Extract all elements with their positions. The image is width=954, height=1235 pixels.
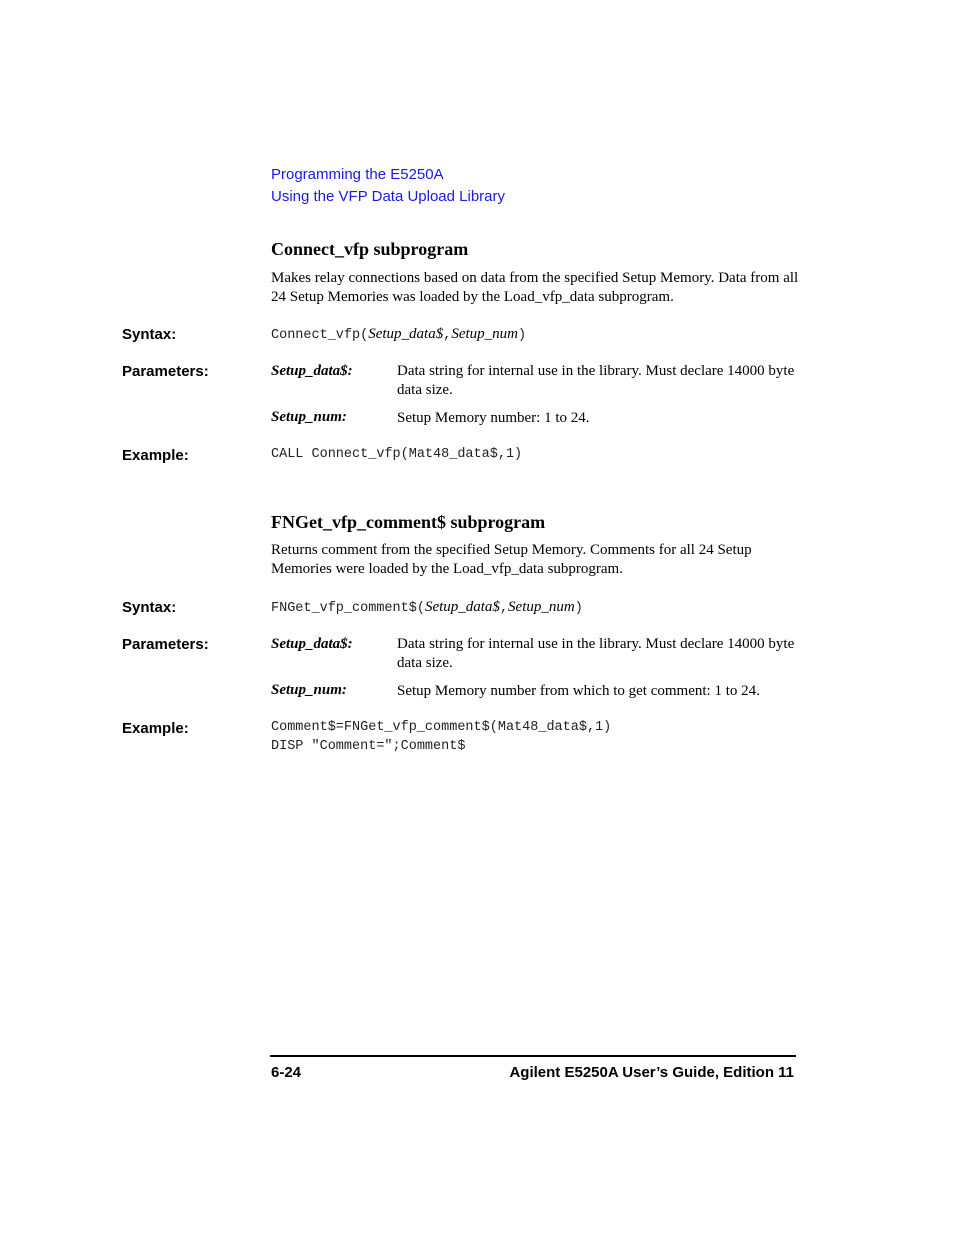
syntax-arg: Setup_num	[451, 326, 518, 342]
example-label: Example:	[122, 720, 189, 737]
syntax-line	[271, 599, 583, 616]
breadcrumb-chapter-link[interactable]: Programming the E5250A	[271, 166, 444, 183]
parameter-name: Setup_num:	[271, 409, 347, 425]
syntax-function: Connect_vfp(	[271, 328, 369, 343]
section-description: Makes relay connections based on data from the specified Setup Memory. Data from all 24 Setup Memories was loaded by the Load_vfp_data subprogram.	[271, 270, 799, 305]
example-code-line: DISP "Comment=";Comment$	[271, 739, 466, 754]
syntax-close: )	[518, 328, 527, 343]
page-number: 6-24	[271, 1064, 302, 1081]
example-code-line: Comment$=FNGet_vfp_comment$(Mat48_data$,1)	[271, 720, 612, 735]
section-description: Returns comment from the specified Setup Memory. Comments for all 24 Setup Memories were loaded by the Load_vfp_data subprogram.	[271, 542, 752, 577]
breadcrumb-section-link[interactable]: Using the VFP Data Upload Library	[271, 188, 506, 205]
parameter-description: Setup Memory number: 1 to 24.	[397, 410, 590, 426]
syntax-close: )	[574, 601, 583, 616]
parameters-label: Parameters:	[122, 363, 209, 380]
parameters-label: Parameters:	[122, 636, 209, 653]
syntax-separator: ,	[499, 601, 509, 616]
parameter-name: Setup_data$:	[271, 636, 353, 652]
parameter-description: Setup Memory number from which to get comment: 1 to 24.	[397, 683, 760, 699]
book-title: Agilent E5250A User’s Guide, Edition 11	[509, 1064, 794, 1081]
syntax-separator: ,	[443, 328, 452, 343]
example-label: Example:	[122, 447, 189, 464]
footer-rule	[270, 1055, 796, 1057]
syntax-label: Syntax:	[122, 599, 177, 616]
parameter-name: Setup_data$:	[271, 363, 353, 379]
parameter-description: Data string for internal use in the library. Must declare 14000 byte data size.	[397, 363, 795, 398]
syntax-arg: Setup_num	[508, 599, 575, 615]
section-title: Connect_vfp subprogram	[271, 239, 469, 259]
parameter-name: Setup_num:	[271, 682, 347, 698]
syntax-function: FNGet_vfp_comment$(	[271, 601, 425, 616]
syntax-arg: Setup_data$	[424, 599, 500, 615]
parameter-description: Data string for internal use in the library. Must declare 14000 byte data size.	[397, 636, 795, 671]
syntax-arg: Setup_data$	[368, 326, 444, 342]
syntax-line	[271, 326, 526, 343]
syntax-label: Syntax:	[122, 326, 177, 343]
section-title: FNGet_vfp_comment$ subprogram	[271, 512, 546, 532]
example-code-line: CALL Connect_vfp(Mat48_data$,1)	[271, 447, 523, 462]
